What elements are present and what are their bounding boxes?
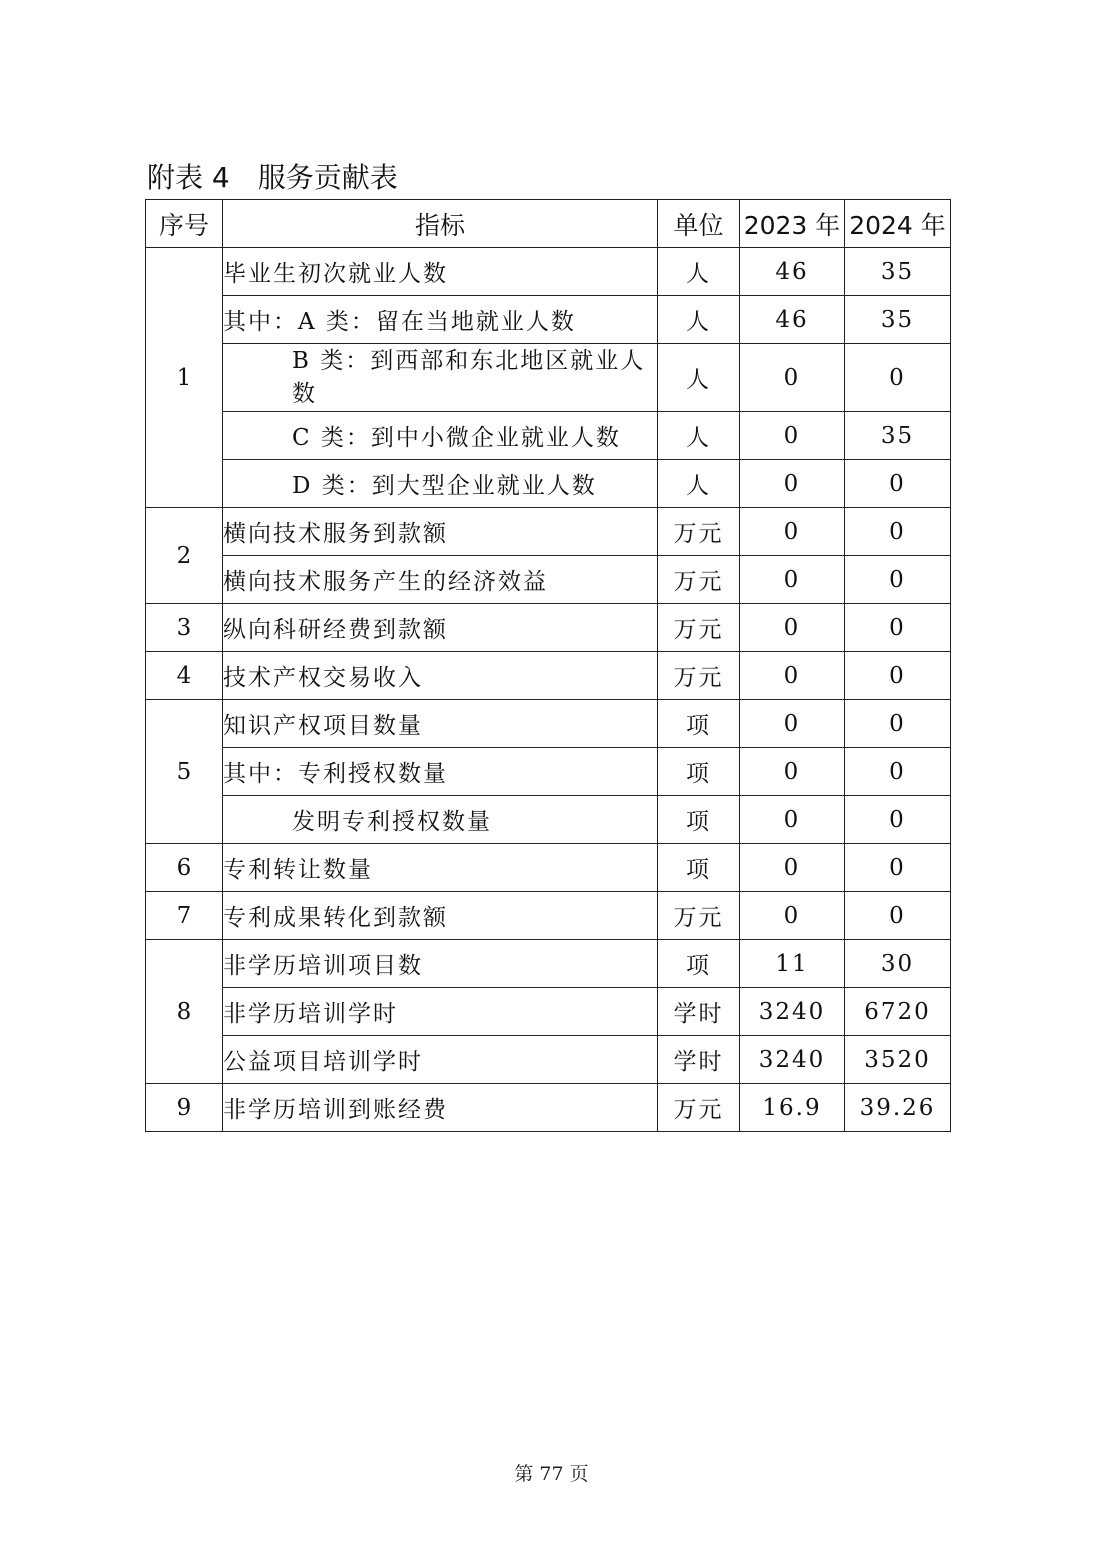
header-year-2023: 2023 年: [740, 200, 845, 248]
table-row: [146, 412, 951, 460]
unit-cell: 项: [658, 844, 740, 892]
value-2024-cell: 0: [845, 344, 951, 412]
unit-cell: 人: [658, 412, 740, 460]
unit-cell: 项: [658, 796, 740, 844]
page-title: 附表 4 服务贡献表: [147, 161, 398, 194]
unit-cell: 学时: [658, 1036, 740, 1084]
value-2024-cell: 0: [845, 460, 951, 508]
page-number: 第 77 页: [514, 1463, 589, 1485]
indicator-cell: 毕业生初次就业人数: [223, 248, 658, 296]
indicator-cell: 纵向科研经费到款额: [223, 604, 658, 652]
indicator-cell: 专利成果转化到款额: [223, 892, 658, 940]
row-index-cell: 9: [146, 1084, 223, 1132]
indicator-cell: 知识产权项目数量: [223, 700, 658, 748]
row-index-cell: 5: [146, 700, 223, 844]
value-2024-cell: 0: [845, 844, 951, 892]
unit-cell: 万元: [658, 508, 740, 556]
value-2024-cell: 35: [845, 248, 951, 296]
value-2024-cell: 0: [845, 892, 951, 940]
value-2023-cell: 3240: [740, 988, 845, 1036]
header-index: 序号: [146, 200, 223, 248]
value-2024-cell: 0: [845, 796, 951, 844]
value-2023-cell: 0: [740, 412, 845, 460]
value-2023-cell: 0: [740, 508, 845, 556]
unit-cell: 万元: [658, 1084, 740, 1132]
header-year-2024: 2024 年: [845, 200, 951, 248]
table-row: [146, 1036, 951, 1084]
indicator-cell: C 类：到中小微企业就业人数: [223, 412, 658, 460]
row-index-cell: 8: [146, 940, 223, 1084]
table-row: [146, 248, 951, 296]
value-2024-cell: 35: [845, 296, 951, 344]
value-2024-cell: 0: [845, 700, 951, 748]
table-body: [146, 248, 951, 1132]
value-2024-cell: 3520: [845, 1036, 951, 1084]
value-2023-cell: 0: [740, 556, 845, 604]
table-row: [146, 892, 951, 940]
indicator-cell: 技术产权交易收入: [223, 652, 658, 700]
table-row: [146, 296, 951, 344]
value-2024-cell: 0: [845, 604, 951, 652]
value-2024-cell: 0: [845, 652, 951, 700]
unit-cell: 万元: [658, 892, 740, 940]
table-row: [146, 508, 951, 556]
unit-cell: 人: [658, 460, 740, 508]
indicator-cell: 非学历培训到账经费: [223, 1084, 658, 1132]
row-index-cell: 1: [146, 248, 223, 508]
header-unit: 单位: [658, 200, 740, 248]
value-2023-cell: 46: [740, 248, 845, 296]
value-2023-cell: 0: [740, 460, 845, 508]
unit-cell: 学时: [658, 988, 740, 1036]
table-row: [146, 844, 951, 892]
value-2023-cell: 11: [740, 940, 845, 988]
value-2024-cell: 0: [845, 556, 951, 604]
indicator-cell: 非学历培训学时: [223, 988, 658, 1036]
unit-cell: 万元: [658, 604, 740, 652]
value-2023-cell: 0: [740, 892, 845, 940]
table-row: [146, 940, 951, 988]
indicator-cell: 横向技术服务到款额: [223, 508, 658, 556]
table-row: [146, 796, 951, 844]
unit-cell: 项: [658, 940, 740, 988]
table-row: [146, 988, 951, 1036]
unit-cell: 人: [658, 248, 740, 296]
table-row: [146, 556, 951, 604]
value-2024-cell: 35: [845, 412, 951, 460]
value-2023-cell: 0: [740, 652, 845, 700]
indicator-cell: 公益项目培训学时: [223, 1036, 658, 1084]
value-2023-cell: 0: [740, 604, 845, 652]
indicator-cell: 发明专利授权数量: [223, 796, 658, 844]
table-row: [146, 1084, 951, 1132]
indicator-cell: 专利转让数量: [223, 844, 658, 892]
value-2024-cell: 6720: [845, 988, 951, 1036]
unit-cell: 项: [658, 700, 740, 748]
table-row: [146, 652, 951, 700]
indicator-cell: B 类：到西部和东北地区就业人数: [223, 344, 658, 412]
unit-cell: 人: [658, 344, 740, 412]
value-2024-cell: 0: [845, 508, 951, 556]
row-index-cell: 3: [146, 604, 223, 652]
value-2023-cell: 3240: [740, 1036, 845, 1084]
indicator-cell: D 类：到大型企业就业人数: [223, 460, 658, 508]
unit-cell: 万元: [658, 556, 740, 604]
indicator-cell: 其中：A 类：留在当地就业人数: [223, 296, 658, 344]
value-2023-cell: 0: [740, 344, 845, 412]
table-row: [146, 748, 951, 796]
header-indicator: 指标: [223, 200, 658, 248]
value-2024-cell: 39.26: [845, 1084, 951, 1132]
value-2023-cell: 0: [740, 844, 845, 892]
row-index-cell: 2: [146, 508, 223, 604]
value-2023-cell: 0: [740, 796, 845, 844]
value-2023-cell: 0: [740, 748, 845, 796]
service-contribution-table: [145, 199, 951, 1132]
value-2024-cell: 30: [845, 940, 951, 988]
table-row: [146, 460, 951, 508]
row-index-cell: 6: [146, 844, 223, 892]
indicator-cell: 其中：专利授权数量: [223, 748, 658, 796]
row-index-cell: 7: [146, 892, 223, 940]
indicator-cell: 非学历培训项目数: [223, 940, 658, 988]
table-row: [146, 604, 951, 652]
table-row: [146, 700, 951, 748]
value-2024-cell: 0: [845, 748, 951, 796]
table-header-row: [146, 200, 951, 248]
value-2023-cell: 46: [740, 296, 845, 344]
row-index-cell: 4: [146, 652, 223, 700]
value-2023-cell: 0: [740, 700, 845, 748]
unit-cell: 项: [658, 748, 740, 796]
indicator-cell: 横向技术服务产生的经济效益: [223, 556, 658, 604]
unit-cell: 人: [658, 296, 740, 344]
unit-cell: 万元: [658, 652, 740, 700]
value-2023-cell: 16.9: [740, 1084, 845, 1132]
table-row: [146, 344, 951, 412]
